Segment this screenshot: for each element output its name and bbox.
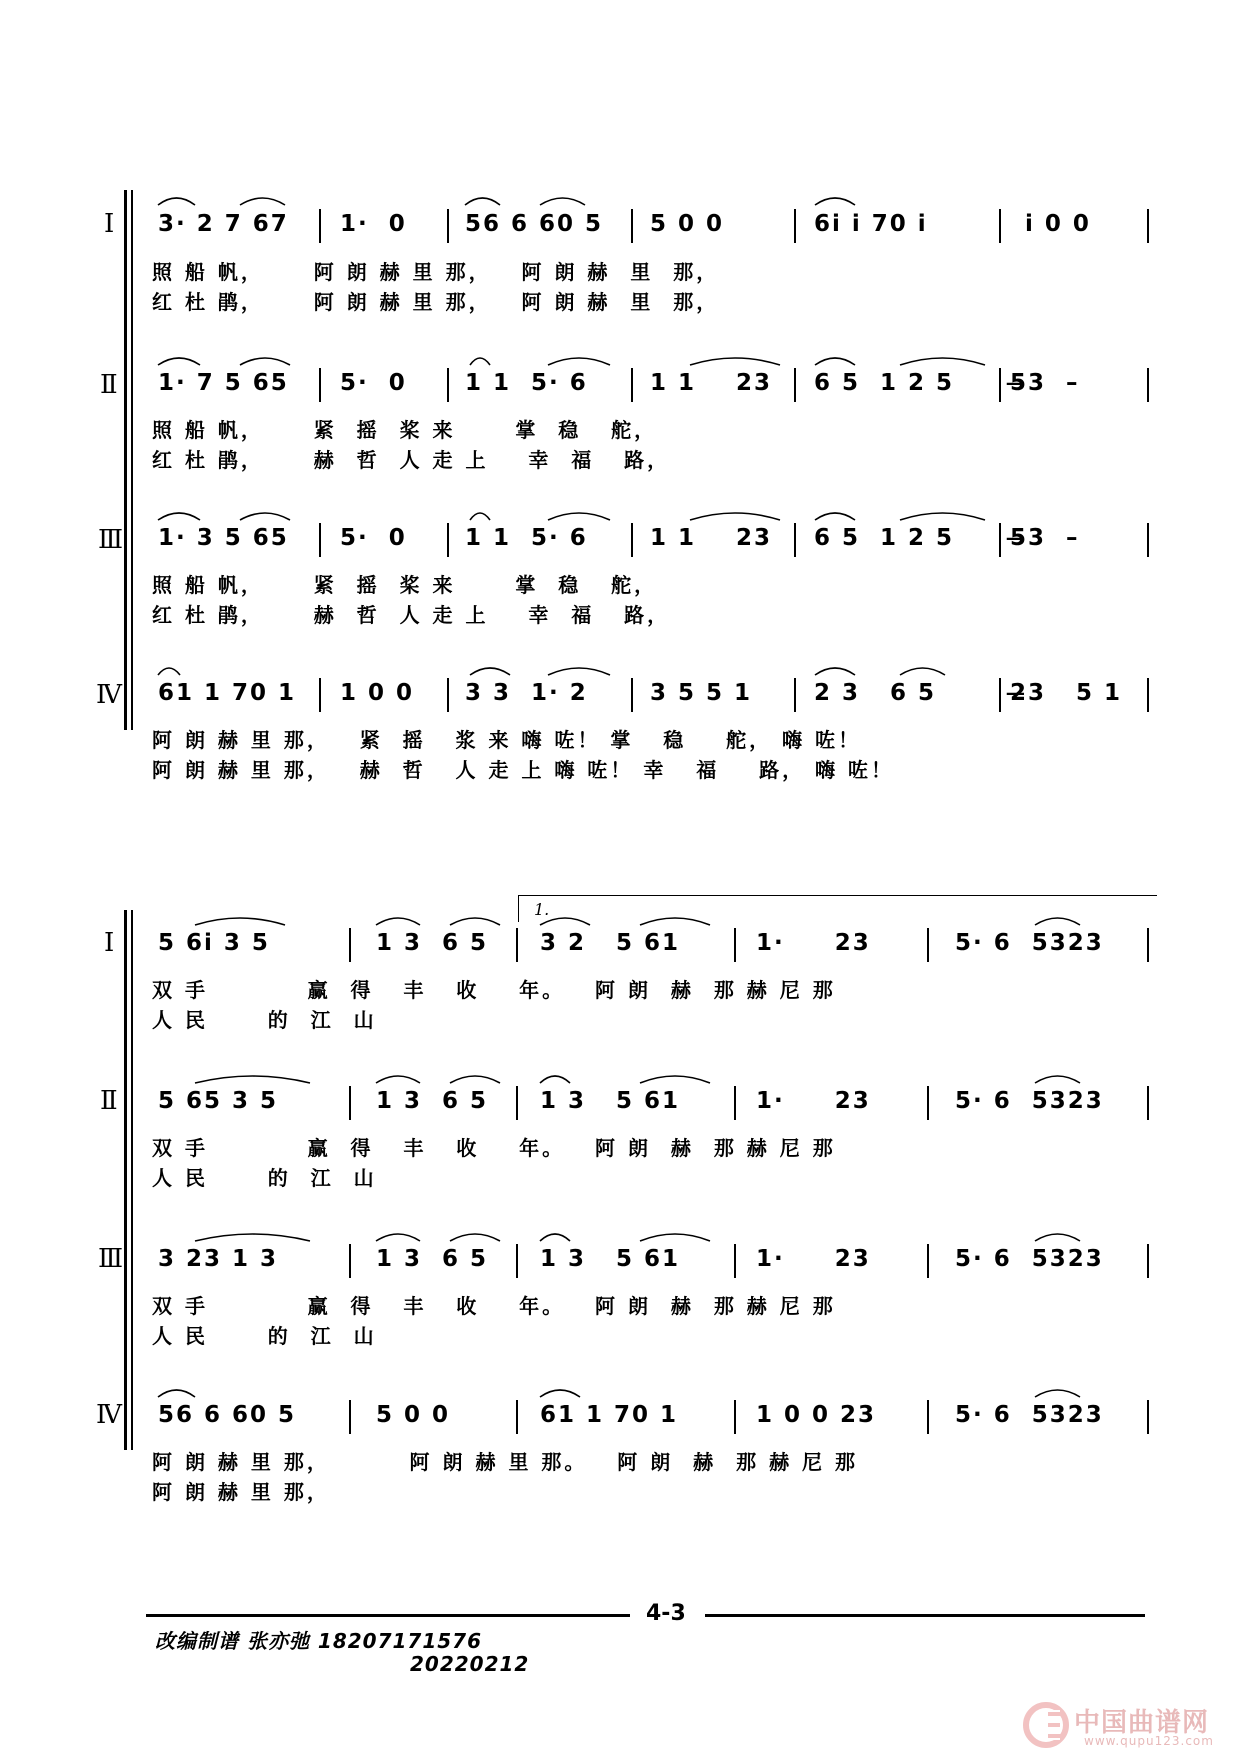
voice-label-2: Ⅱ	[100, 370, 118, 400]
slur	[376, 918, 420, 925]
slur	[465, 198, 500, 205]
slur	[640, 918, 710, 925]
slur	[376, 1076, 420, 1083]
s2-v3-bar4: 1· 23	[756, 1246, 871, 1272]
s1-v3-lyrics-2: 红 杜 鹃， 赫 哲 人 走 上 幸 福 路，	[152, 603, 671, 627]
s2-v3-bar1: 3 23 1 3	[158, 1246, 279, 1272]
s2-v1-lyrics-1: 双 手 赢 得 丰 收 年。 阿 朗 赫 那 赫 尼 那	[152, 978, 836, 1002]
s1-v2-bar2: 5· 0	[340, 370, 407, 396]
s2-v1-bar1: 5 6i 3 5	[158, 930, 270, 956]
slur	[470, 668, 510, 675]
watermark-logo-icon	[1022, 1700, 1072, 1750]
s1-v4-bar2: 1 0 0	[340, 680, 415, 706]
slur	[470, 358, 490, 365]
s1-v1-lyrics-2: 红 杜 鹃， 阿 朗 赫 里 那， 阿 朗 赫 里 那，	[152, 290, 720, 314]
slur	[1035, 1076, 1080, 1083]
slur	[158, 668, 180, 675]
s1-v3-bar6: 5̶3 –	[1010, 525, 1080, 551]
slur	[548, 358, 610, 365]
s2-v2-bar3: 1 3 5 61	[540, 1088, 681, 1114]
s1-v3-bar5: 6 5 1 2 5	[814, 525, 955, 551]
s2-v2-bar2: 1 3 6 5	[376, 1088, 489, 1114]
s1-v4-bar6: 2̶3 5 1	[1010, 680, 1123, 706]
s2-v1-lyrics-2: 人 民 的 江 山	[152, 1008, 377, 1032]
s2-v2-bar5: 5· 6 5323	[955, 1088, 1104, 1114]
s1-v2-bar4: 1 1 23	[650, 370, 773, 396]
s2-v3-lyrics-1: 双 手 赢 得 丰 收 年。 阿 朗 赫 那 赫 尼 那	[152, 1294, 836, 1318]
slur	[815, 198, 855, 205]
slur	[195, 1234, 310, 1241]
voice-label-3: Ⅲ	[98, 525, 124, 555]
voice-label-4b: Ⅳ	[96, 1400, 122, 1430]
slur	[240, 198, 285, 205]
s2-v1-bar4: 1· 23	[756, 930, 871, 956]
watermark-text: 中国曲谱网	[1074, 1708, 1210, 1738]
s1-v4-lyrics-2: 阿 朗 赫 里 那， 赫 哲 人 走 上 嗨 咗！ 幸 福 路， 嗨 咗！	[152, 758, 895, 782]
voice-label-1b: Ⅰ	[104, 928, 115, 958]
slur	[450, 1234, 500, 1241]
s1-v3-bar2: 5· 0	[340, 525, 407, 551]
s1-v1-lyrics-1: 照 船 帆， 阿 朗 赫 里 那， 阿 朗 赫 里 那，	[152, 260, 720, 284]
s1-v2-bar1: 1· 7 5 65	[158, 370, 289, 396]
s2-v1-bar2: 1 3 6 5	[376, 930, 489, 956]
voice-label-3b: Ⅲ	[98, 1244, 124, 1274]
s1-v2-bar5: 6 5 1 2 5	[814, 370, 955, 396]
slur	[815, 513, 855, 520]
footer-rule-right	[705, 1614, 1145, 1617]
s2-v3-bar2: 1 3 6 5	[376, 1246, 489, 1272]
s2-v4-bar4: 1 0 0 23	[756, 1402, 877, 1428]
slur	[815, 358, 855, 365]
s2-v4-bar1: 56 6 60 5	[158, 1402, 297, 1428]
slur	[815, 668, 855, 675]
slur	[640, 1234, 710, 1241]
slur	[195, 918, 285, 925]
slur	[450, 1076, 500, 1083]
slur	[540, 918, 590, 925]
slur	[548, 668, 610, 675]
slur	[548, 513, 610, 520]
s2-v4-lyrics-2: 阿 朗 赫 里 那，	[152, 1480, 330, 1504]
s1-v3-bar4: 1 1 23	[650, 525, 773, 551]
slur	[450, 918, 500, 925]
footer-date: 20220212	[410, 1652, 530, 1676]
s1-v4-bar1: 61 1 70 1	[158, 680, 297, 706]
s2-v4-lyrics-1: 阿 朗 赫 里 那， 阿 朗 赫 里 那。 阿 朗 赫 那 赫 尼 那	[152, 1450, 858, 1474]
s2-v2-bar1: 5 65 3 5	[158, 1088, 279, 1114]
s1-v2-bar6: 5̶3 –	[1010, 370, 1080, 396]
slur	[1035, 1390, 1080, 1397]
s2-v4-bar3: 61 1 70 1	[540, 1402, 679, 1428]
s1-v1-bar3: 56 6 60 5	[465, 211, 604, 237]
s2-v4-bar5: 5· 6 5323	[955, 1402, 1104, 1428]
s2-v1-bar3: 3 2 5 61	[540, 930, 681, 956]
s1-v4-bar3: 3 3 1· 2	[465, 680, 588, 706]
voice-label-2b: Ⅱ	[100, 1086, 118, 1116]
slur	[240, 358, 290, 365]
s2-v3-lyrics-2: 人 民 的 江 山	[152, 1324, 377, 1348]
s2-v1-bar5: 5· 6 5323	[955, 930, 1104, 956]
s1-v4-bar4: 3 5 5 1	[650, 680, 753, 706]
s1-v1-bar1: 3· 2 7 67	[158, 211, 289, 237]
voice-label-1: Ⅰ	[104, 209, 115, 239]
slur	[690, 513, 780, 520]
s1-v1-bar2: 1· 0	[340, 211, 407, 237]
footer-credit: 改编制谱 张亦弛 18207171576	[155, 1629, 483, 1653]
slur	[540, 1234, 570, 1241]
slur	[158, 1390, 195, 1397]
watermark-url: www.qupu123.com	[1084, 1734, 1214, 1748]
slur	[195, 1076, 310, 1083]
s1-v4-lyrics-1: 阿 朗 赫 里 那， 紧 摇 浆 来 嗨 咗！ 掌 稳 舵， 嗨 咗！	[152, 728, 862, 752]
s2-v2-lyrics-2: 人 民 的 江 山	[152, 1166, 377, 1190]
slur	[1035, 1234, 1080, 1241]
volta-label: 1.	[534, 900, 550, 919]
slur	[540, 198, 585, 205]
s1-v2-lyrics-1: 照 船 帆， 紧 摇 桨 来 掌 稳 舵，	[152, 418, 658, 442]
slur	[900, 668, 945, 675]
s1-v4-bar5: 2 3 6 5	[814, 680, 937, 706]
s1-v2-lyrics-2: 红 杜 鹃， 赫 哲 人 走 上 幸 福 路，	[152, 448, 671, 472]
slur	[376, 1234, 420, 1241]
s1-v3-bar3: 1 1 5· 6	[465, 525, 588, 551]
slur	[540, 1390, 580, 1397]
watermark	[1022, 1700, 1237, 1752]
s1-v2-bar3: 1 1 5· 6	[465, 370, 588, 396]
s1-v1-bar6: i 0 0	[1025, 211, 1091, 237]
slur	[900, 358, 985, 365]
s1-v1-bar5: 6i i 70 i	[814, 211, 928, 237]
slur	[158, 198, 195, 205]
slur	[900, 513, 985, 520]
slur	[540, 1076, 570, 1083]
page-number: 4-3	[646, 1601, 686, 1626]
footer-rule-left	[146, 1614, 630, 1617]
slur	[240, 513, 290, 520]
s2-v3-bar5: 5· 6 5323	[955, 1246, 1104, 1272]
s2-v3-bar3: 1 3 5 61	[540, 1246, 681, 1272]
s1-v1-bar4: 5 0 0	[650, 211, 725, 237]
slur	[1035, 918, 1080, 925]
voice-label-4: Ⅳ	[96, 680, 122, 710]
s2-v4-bar2: 5 0 0	[376, 1402, 451, 1428]
slur	[470, 513, 490, 520]
s2-v2-bar4: 1· 23	[756, 1088, 871, 1114]
s1-v3-lyrics-1: 照 船 帆， 紧 摇 桨 来 掌 稳 舵，	[152, 573, 658, 597]
s1-v3-bar1: 1· 3 5 65	[158, 525, 289, 551]
s2-v2-lyrics-1: 双 手 赢 得 丰 收 年。 阿 朗 赫 那 赫 尼 那	[152, 1136, 836, 1160]
slur	[690, 358, 780, 365]
slur	[158, 358, 200, 365]
slur	[158, 513, 200, 520]
slur	[640, 1076, 710, 1083]
